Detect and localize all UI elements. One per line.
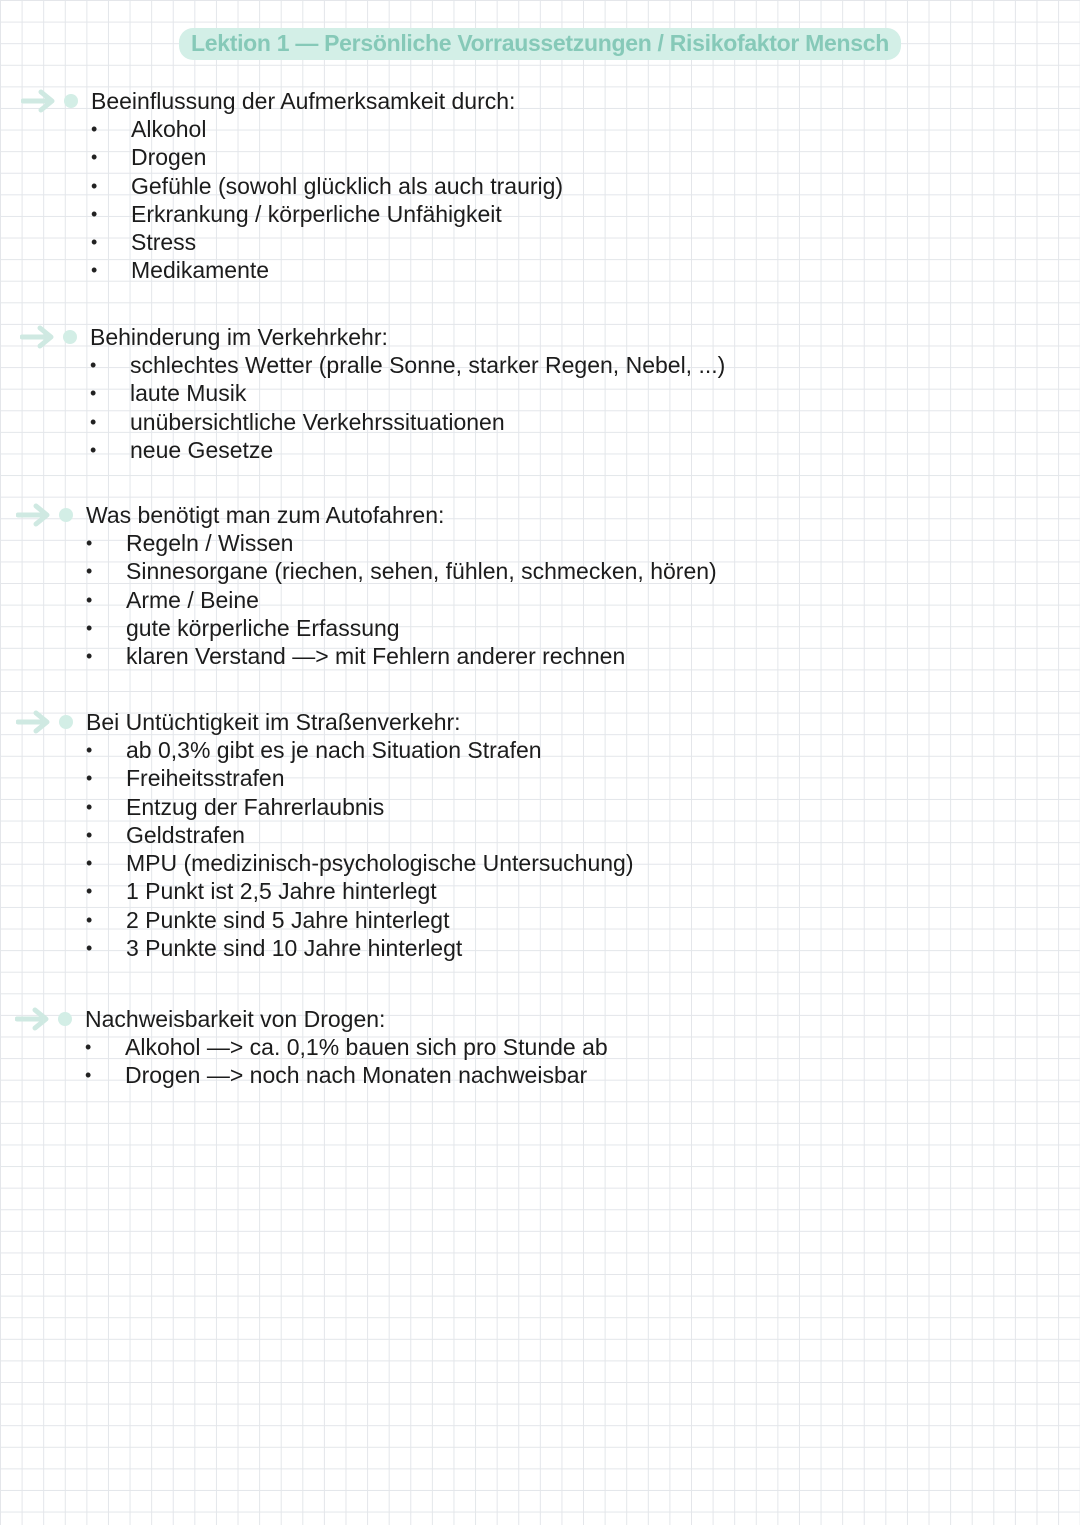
- list-item-text: Regeln / Wissen: [126, 530, 294, 556]
- list-item: [91, 143, 1071, 171]
- bullet-list: [90, 351, 1070, 464]
- list-item: [86, 736, 1066, 764]
- bullet-icon: •: [86, 824, 93, 845]
- section-attention: [91, 87, 1071, 285]
- list-item-text: Alkohol: [131, 116, 207, 142]
- list-item-text: Entzug der Fahrerlaubnis: [126, 793, 385, 820]
- list-item: [86, 793, 1066, 821]
- bullet-icon: •: [91, 175, 98, 196]
- section-heading: Was benötigt man zum Autofahren:: [86, 502, 445, 528]
- bullet-list: [85, 1033, 1065, 1090]
- bullet-icon: •: [85, 1065, 92, 1086]
- list-item: [86, 529, 1066, 557]
- list-item: [90, 436, 1070, 464]
- section-traffic-hindrance: [90, 323, 1070, 464]
- list-item-text: Sinnesorgane (riechen, sehen, fühlen, schmecken, hören): [126, 558, 717, 585]
- arrow-dot-icon: [15, 1005, 79, 1033]
- bullet-icon: •: [90, 383, 97, 404]
- bullet-icon: •: [86, 740, 93, 760]
- arrow-dot-icon: [16, 501, 80, 529]
- list-item: [86, 614, 1066, 642]
- bullet-icon: •: [91, 260, 98, 281]
- list-item-text: Gefühle (sowohl glücklich als auch traurig): [131, 172, 564, 199]
- list-item-text: Geldstrafen: [126, 821, 245, 848]
- list-item-text: Medikamente: [131, 257, 270, 284]
- section-heading: Bei Untüchtigkeit im Straßenverkehr:: [86, 709, 461, 735]
- list-item: [91, 115, 1071, 143]
- bullet-list: [86, 529, 1066, 670]
- bullet-list: [91, 115, 1071, 285]
- bullet-icon: •: [86, 881, 93, 902]
- arrow-dot-icon: [16, 708, 80, 736]
- list-item: [86, 877, 1066, 905]
- list-item: [85, 1061, 1065, 1089]
- list-item: [86, 764, 1066, 792]
- bullet-icon: •: [91, 232, 98, 253]
- list-item-text: 1 Punkt ist 2,5 Jahre hinterlegt: [126, 878, 437, 905]
- list-item: [90, 351, 1070, 379]
- list-item: [86, 557, 1066, 585]
- bullet-icon: •: [86, 589, 93, 610]
- section-driving-requirements: [86, 501, 1066, 670]
- list-item-text: ab 0,3% gibt es je nach Situation Strafen: [126, 737, 542, 763]
- list-item: [86, 586, 1066, 614]
- bullet-icon: •: [85, 1037, 92, 1057]
- bullet-icon: •: [91, 119, 98, 139]
- section-heading: Behinderung im Verkehrkehr:: [90, 324, 388, 350]
- bullet-icon: •: [91, 147, 98, 168]
- list-item-text: neue Gesetze: [130, 436, 274, 463]
- list-item: [91, 200, 1071, 228]
- list-item: [91, 228, 1071, 256]
- bullet-icon: •: [90, 411, 97, 432]
- list-item: [91, 256, 1071, 284]
- bullet-icon: •: [91, 203, 98, 224]
- list-item-text: Drogen —> noch nach Monaten nachweisbar: [125, 1062, 588, 1089]
- bullet-icon: •: [86, 853, 93, 874]
- list-item-text: MPU (medizinisch-psychologische Untersuchung): [126, 850, 634, 877]
- page-title: Lektion 1 — Persönliche Vorraussetzungen / Risikofaktor Mensch: [179, 28, 901, 60]
- list-item-text: Arme / Beine: [126, 586, 259, 613]
- bullet-icon: •: [86, 617, 93, 638]
- bullet-icon: •: [86, 646, 93, 667]
- list-item-text: 2 Punkte sind 5 Jahre hinterlegt: [126, 906, 450, 933]
- arrow-dot-icon: [20, 323, 84, 351]
- list-item-text: gute körperliche Erfassung: [126, 614, 400, 641]
- section-unfitness-penalties: [86, 708, 1066, 962]
- bullet-icon: •: [90, 439, 97, 460]
- list-item: [86, 934, 1066, 962]
- section-heading: Beeinflussung der Aufmerksamkeit durch:: [91, 88, 516, 114]
- bullet-icon: •: [86, 561, 93, 582]
- list-item-text: Freiheitsstrafen: [126, 765, 285, 792]
- bullet-icon: •: [86, 796, 93, 817]
- list-item: [90, 379, 1070, 407]
- list-item: [86, 821, 1066, 849]
- bullet-list: [86, 736, 1066, 962]
- list-item-text: Stress: [131, 229, 197, 256]
- list-item-text: 3 Punkte sind 10 Jahre hinterlegt: [126, 935, 463, 962]
- list-item: [91, 172, 1071, 200]
- bullet-icon: •: [86, 938, 93, 959]
- list-item-text: schlechtes Wetter (pralle Sonne, starker Regen, Nebel, ...): [130, 352, 726, 378]
- bullet-icon: •: [86, 768, 93, 789]
- list-item: [86, 849, 1066, 877]
- bullet-icon: •: [90, 355, 97, 375]
- bullet-icon: •: [86, 909, 93, 930]
- list-item: [86, 906, 1066, 934]
- list-item: [85, 1033, 1065, 1061]
- list-item-text: laute Musik: [130, 380, 247, 407]
- bullet-icon: •: [86, 533, 93, 553]
- list-item-text: Drogen: [131, 144, 207, 171]
- section-drug-detectability: [85, 1005, 1065, 1090]
- list-item-text: Erkrankung / körperliche Unfähigkeit: [131, 200, 502, 227]
- title-wrapper: [0, 28, 1080, 60]
- list-item: [86, 642, 1066, 670]
- list-item-text: unübersichtliche Verkehrssituationen: [130, 408, 505, 435]
- list-item-text: klaren Verstand —> mit Fehlern anderer rechnen: [126, 643, 626, 670]
- list-item: [90, 408, 1070, 436]
- list-item-text: Alkohol —> ca. 0,1% bauen sich pro Stunde ab: [125, 1034, 608, 1060]
- section-heading: Nachweisbarkeit von Drogen:: [85, 1006, 386, 1032]
- arrow-dot-icon: [21, 87, 85, 115]
